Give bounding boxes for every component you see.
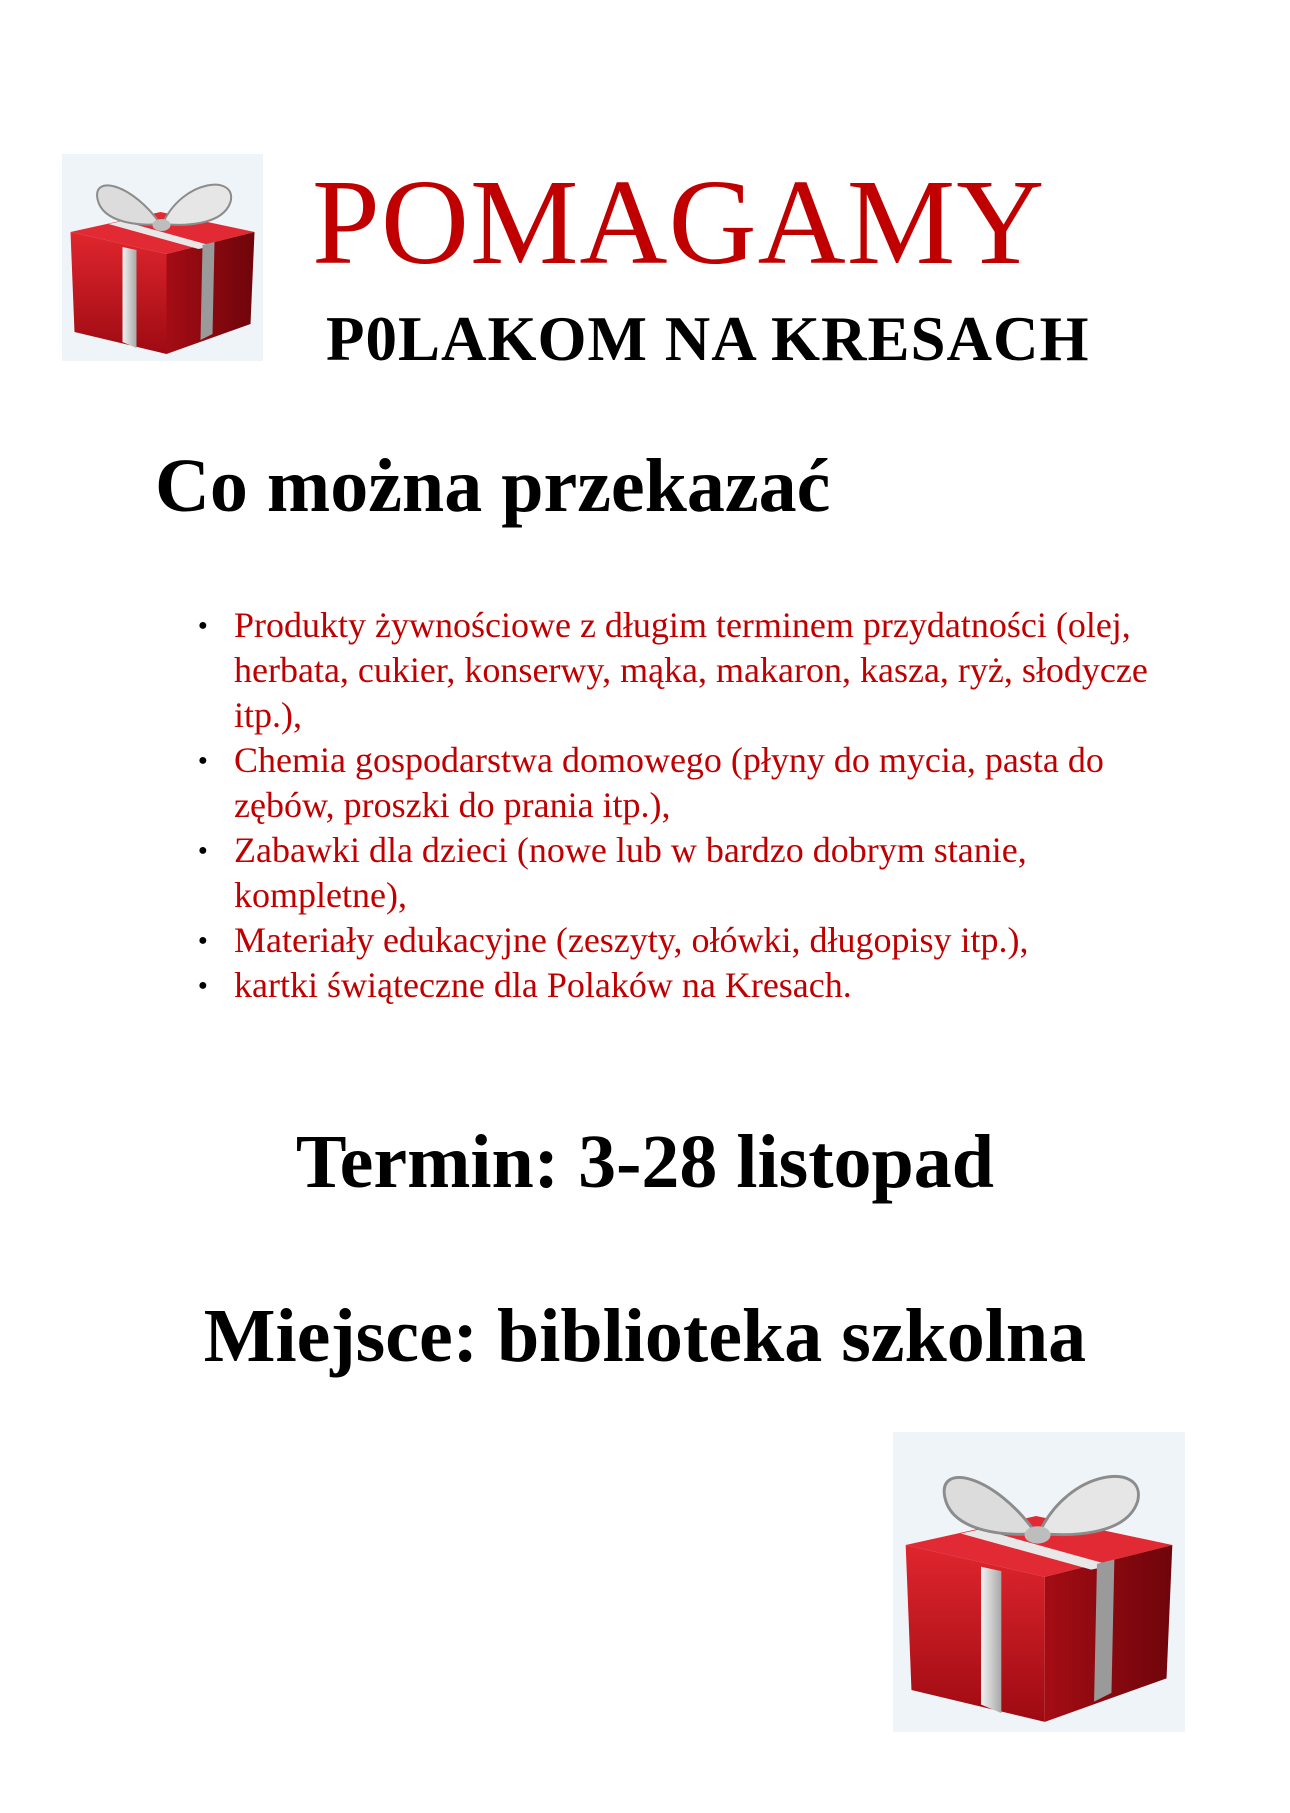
list-item-text: Materiały edukacyjne (zeszyty, ołówki, długopisy itp.), <box>234 920 1029 960</box>
list-item <box>190 828 1150 918</box>
bullet-icon: ● <box>198 617 208 634</box>
donation-items-list <box>190 603 1150 1008</box>
list-item <box>190 918 1150 963</box>
collection-term: Termin: 3-28 listopad <box>295 1120 995 1204</box>
bullet-icon: ● <box>198 842 208 859</box>
list-item-text: Produkty żywnościowe z długim terminem przydatności (olej, herbata, cukier, konserwy, mąka, makaron, kasza, ryż, słodycze itp.), <box>234 605 1148 735</box>
poster-title: POMAGAMY <box>312 155 1046 290</box>
gift-box-icon <box>62 154 263 361</box>
list-item-text: Chemia gospodarstwa domowego (płyny do mycia, pasta do zębów, proszki do prania itp.), <box>234 740 1104 825</box>
gift-box-graphic <box>62 154 263 361</box>
list-item <box>190 963 1150 1008</box>
list-item <box>190 603 1150 738</box>
gift-box-icon <box>893 1432 1185 1732</box>
gift-box-graphic <box>893 1432 1185 1732</box>
list-item-text: kartki świąteczne dla Polaków na Kresach. <box>234 965 852 1005</box>
section-heading: Co można przekazać <box>155 444 831 528</box>
bullet-icon: ● <box>198 932 208 949</box>
bullet-icon: ● <box>198 977 208 994</box>
bullet-icon: ● <box>198 752 208 769</box>
list-item-text: Zabawki dla dzieci (nowe lub w bardzo dobrym stanie, kompletne), <box>234 830 1027 915</box>
collection-place: Miejsce: biblioteka szkolna <box>203 1294 1087 1378</box>
list-item <box>190 738 1150 828</box>
poster-subtitle: P0LAKOM NA KRESACH <box>326 304 1090 374</box>
